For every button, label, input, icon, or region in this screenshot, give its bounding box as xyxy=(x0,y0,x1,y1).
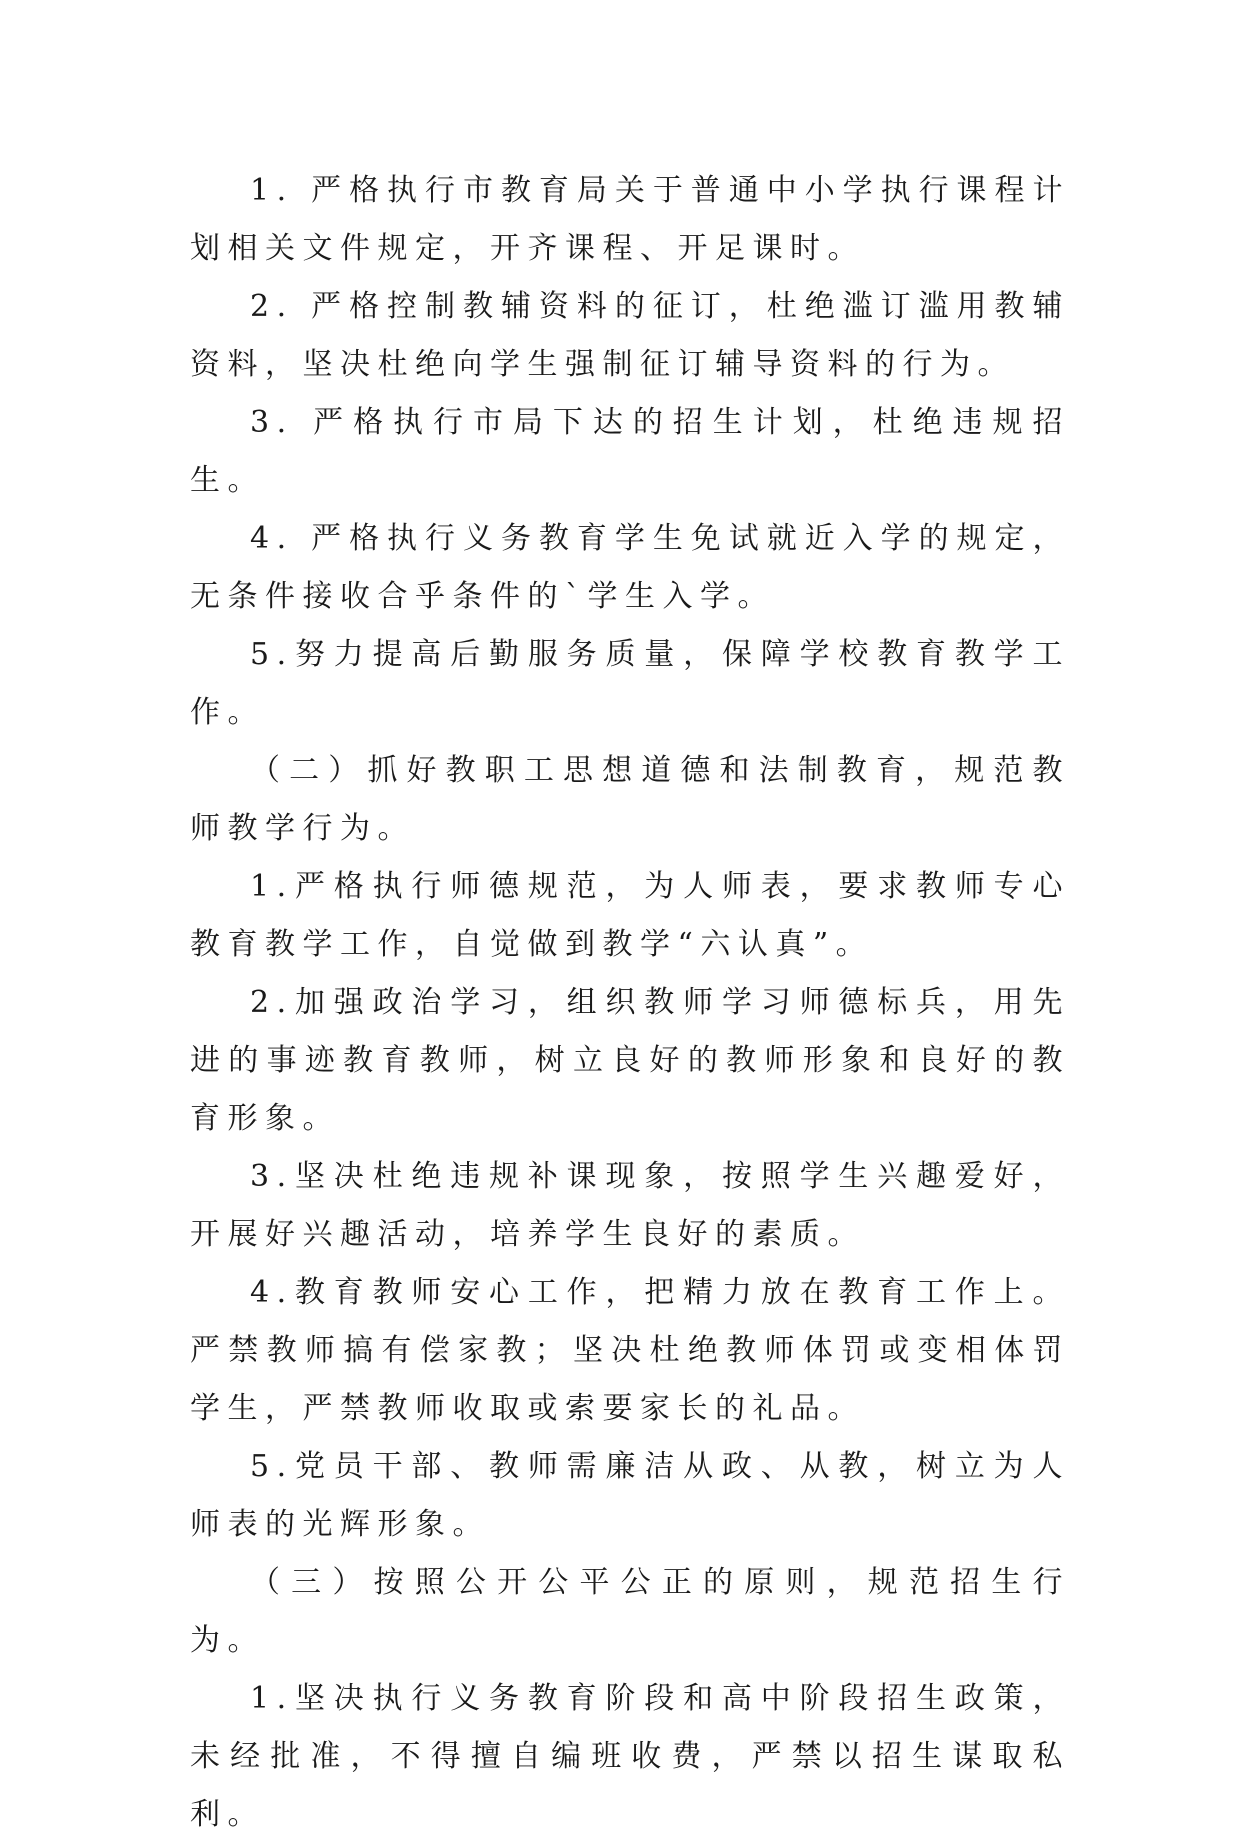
paragraph-4: 4. 严格执行义务教育学生免试就近入学的规定，无条件接收合乎条件的`学生入学。 xyxy=(190,521,1070,614)
paragraph-2: 2. 严格控制教辅资料的征订，杜绝滥订滥用教辅资料，坚决杜绝向学生强制征订辅导资料的行为。 xyxy=(190,289,1070,382)
paragraph-13: 1.坚决执行义务教育阶段和高中阶段招生政策，未经批准，不得擅自编班收费，严禁以招生谋取私利。 xyxy=(190,1681,1070,1832)
paragraph-7: 1.严格执行师德规范，为人师表，要求教师专心教育教学工作，自觉做到教学“六认真”。 xyxy=(190,869,1070,962)
paragraph-9: 3.坚决杜绝违规补课现象，按照学生兴趣爱好，开展好兴趣活动，培养学生良好的素质。 xyxy=(190,1159,1070,1252)
paragraph-5: 5.努力提高后勤服务质量，保障学校教育教学工作。 xyxy=(190,637,1070,730)
document-body xyxy=(190,162,1070,1844)
paragraph-10: 4.教育教师安心工作，把精力放在教育工作上。严禁教师搞有偿家教；坚决杜绝教师体罚或变相体罚学生，严禁教师收取或索要家长的礼品。 xyxy=(190,1275,1070,1426)
paragraph-3: 3. 严格执行市局下达的招生计划，杜绝违规招生。 xyxy=(190,405,1070,498)
paragraph-11: 5.党员干部、教师需廉洁从政、从教，树立为人师表的光辉形象。 xyxy=(190,1449,1070,1542)
section-heading-2: （二）抓好教职工思想道德和法制教育，规范教师教学行为。 xyxy=(190,753,1070,846)
paragraph-1: 1. 严格执行市教育局关于普通中小学执行课程计划相关文件规定，开齐课程、开足课时。 xyxy=(190,173,1070,266)
section-heading-3: （三）按照公开公平公正的原则，规范招生行为。 xyxy=(190,1565,1070,1658)
paragraph-8: 2.加强政治学习，组织教师学习师德标兵，用先进的事迹教育教师，树立良好的教师形象和良好的教育形象。 xyxy=(190,985,1070,1136)
